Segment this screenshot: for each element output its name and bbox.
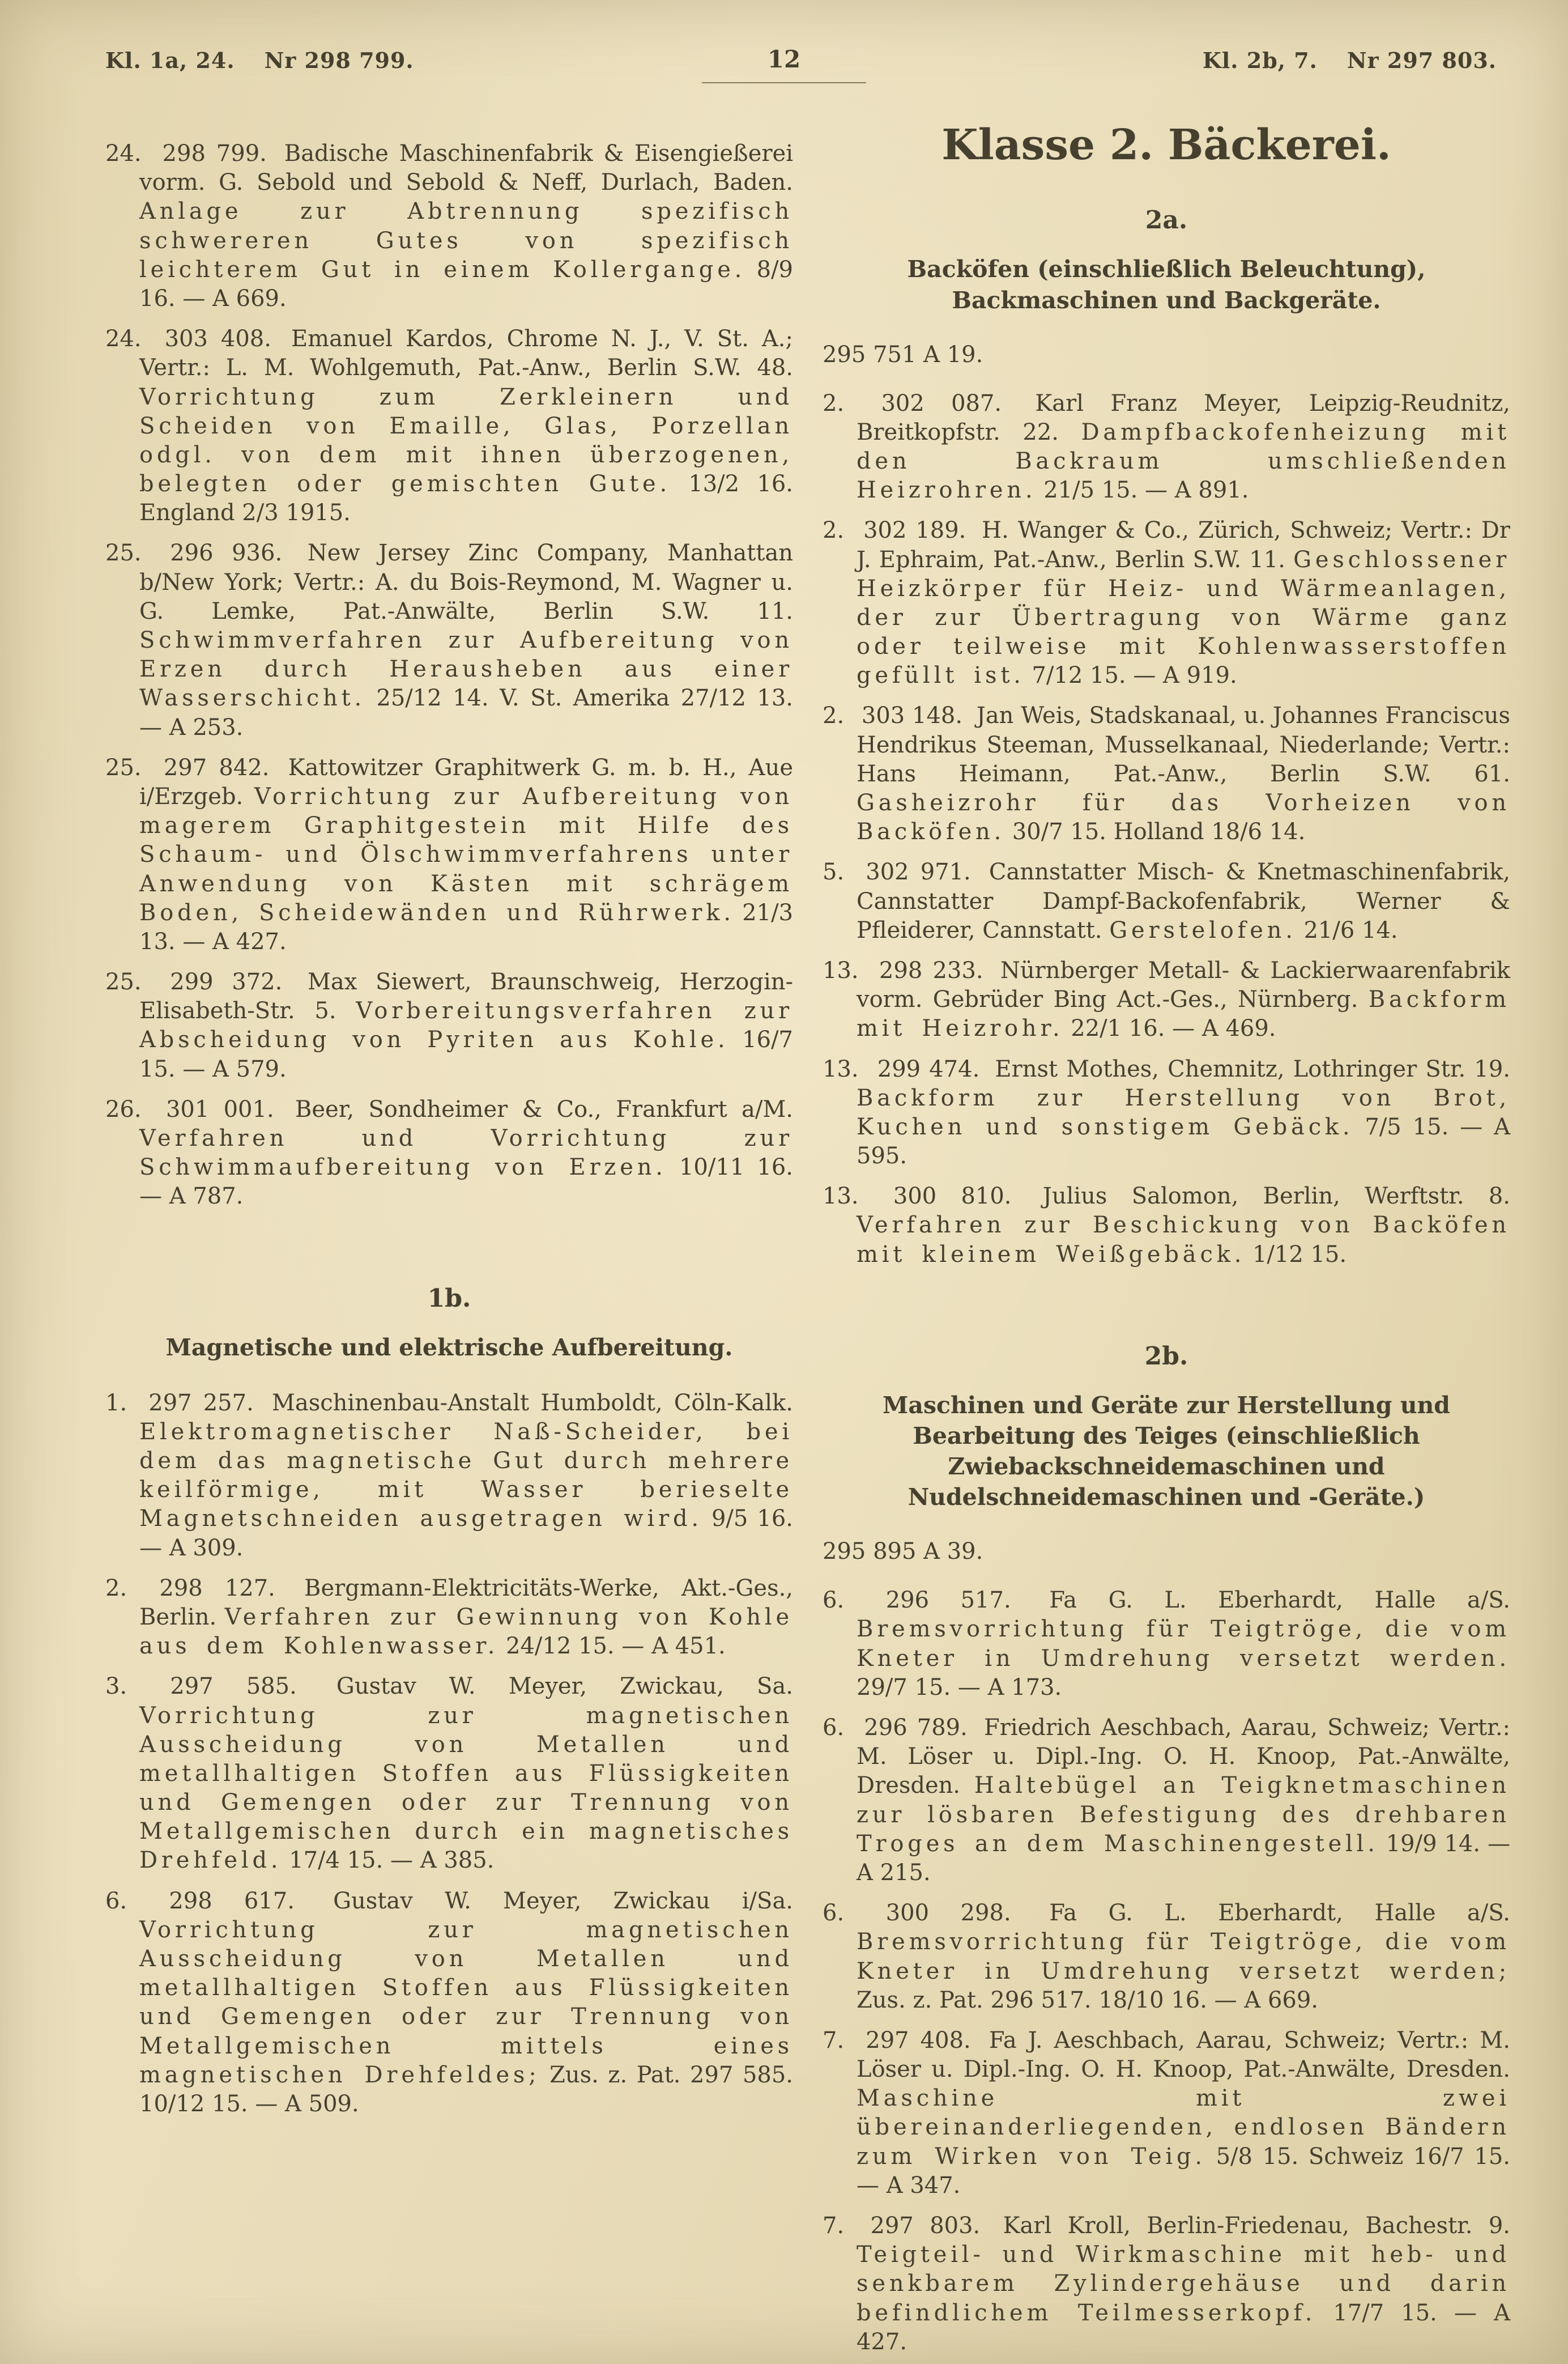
entry-applicant: Friedrich Aeschbach, Aarau, Schweiz; Vertr.: M. Löser u. Dipl.-Ing. O. H. Knoop, Pat.-Anwälte, Dresden. <box>857 1715 1511 1799</box>
entry-applicant: Bergmann-Elektricitäts-Werke, Akt.-Ges., Berlin. <box>139 1575 794 1630</box>
entry-class-number: 7. <box>823 2027 845 2053</box>
entry-class-number: 25. <box>105 969 142 996</box>
entry-applicant: Fa G. L. Eberhardt, Halle a/S. <box>1049 1587 1511 1614</box>
entry-class-number: 5. <box>823 859 845 886</box>
entry-dates: 8/9 16. — A 669. <box>139 256 793 312</box>
header-right-number: Nr 297 803. <box>1347 48 1497 73</box>
entry-dates: 1/12 15. <box>1252 1241 1347 1268</box>
entry-invention-title: Anlage zur Abtrennung spezifisch schwereren Gutes von spezifisch leichterem Gut in einem Kollergange. <box>139 198 793 283</box>
patent-entry <box>823 2026 1510 2200</box>
entry-patent-number: 301 001. <box>165 1096 274 1123</box>
entry-patent-number: 298 617. <box>169 1887 295 1914</box>
patent-entry <box>105 1574 793 1661</box>
entry-patent-number: 296 789. <box>864 1715 968 1741</box>
entry-patent-number: 302 971. <box>866 859 971 886</box>
patent-entry <box>823 1714 1510 1887</box>
entry-applicant: Ernst Mothes, Chemnitz, Lothringer Str. 19. <box>995 1056 1510 1082</box>
entry-invention-title: Dampfbackofenheizung mit den Backraum umschließenden Heizrohren. <box>857 419 1511 504</box>
entry-dates: 13/2 16. England 2/3 1915. <box>139 471 794 526</box>
entry-dates: Zus. z. Pat. 296 517. 18/10 16. — A 669. <box>857 1987 1319 2013</box>
entry-invention-title: Backform zur Herstellung von Brot, Kuchen und sonstigem Gebäck. <box>857 1085 1510 1140</box>
entry-patent-number: 297 585. <box>170 1673 297 1700</box>
section-1b-title: Magnetische und elektrische Aufbereitung. <box>165 1333 733 1361</box>
entry-applicant: Jan Weis, Stadskanaal, u. Johannes Franciscus Hendrikus Steeman, Musselkanaal, Niederlande; Vertr.: Hans Heimann, Pat.-Anw., Berlin S.W. 61. <box>857 703 1511 787</box>
entry-patent-number: 299 372. <box>170 969 283 996</box>
patent-entry <box>105 968 793 1084</box>
entry-applicant: Max Siewert, Braunschweig, Herzogin-Elisabeth-Str. 5. <box>139 969 794 1024</box>
entry-applicant: H. Wanger & Co., Zürich, Schweiz; Vertr.: Dr J. Ephraim, Pat.-Anw., Berlin S.W. 11. <box>857 517 1511 573</box>
patent-entry <box>823 1182 1510 1269</box>
entry-patent-number: 303 148. <box>861 703 963 729</box>
entry-class-number: 24. <box>105 326 142 352</box>
entry-patent-number: 298 127. <box>159 1575 275 1601</box>
section-2a-number: 2a. <box>1145 206 1188 235</box>
section-2b-reference: 295 895 A 39. <box>823 1538 983 1565</box>
entry-applicant: Julius Salomon, Berlin, Werftstr. 8. <box>1042 1183 1511 1210</box>
section-2a-title: Backöfen (einschließlich Beleuchtung), Backmaschinen und Backgeräte. <box>907 256 1426 314</box>
entry-class-number: 3. <box>105 1673 127 1700</box>
entry-dates: 10/11 16. — A 787. <box>139 1154 793 1210</box>
entry-applicant: Badische Maschinenfabrik & Eisengießerei vorm. G. Sebold und Sebold & Neff, Durlach, Baden. <box>139 141 794 196</box>
patent-entry <box>105 539 793 742</box>
right-column <box>823 122 1510 2364</box>
entry-dates: 21/5 15. — A 891. <box>1043 477 1249 504</box>
entry-class-number: 13. <box>823 1056 859 1082</box>
entry-applicant: Gustav W. Meyer, Zwickau, Sa. <box>336 1673 794 1700</box>
entry-patent-number: 303 408. <box>164 326 271 352</box>
entry-invention-title: Gerstelofen. <box>1109 917 1297 943</box>
entry-invention-title: Verfahren zur Gewinnung von Kohle aus dem Kohlenwasser. <box>139 1604 793 1660</box>
entry-class-number: 7. <box>823 2213 845 2239</box>
page-number: 12 <box>767 45 801 73</box>
entry-class-number: 2. <box>823 517 845 544</box>
entry-dates: 21/3 13. — A 427. <box>139 899 794 955</box>
entry-class-number: 6. <box>823 1587 845 1614</box>
entry-class-number: 25. <box>105 754 142 781</box>
section-2b-title: Maschinen und Geräte zur Herstellung und Bearbeitung des Teiges (einschließlich Zwiebackschneidemaschinen und Nudelschneidemaschinen und -Geräte.) <box>883 1391 1450 1511</box>
entry-applicant: Fa J. Aeschbach, Aarau, Schweiz; Vertr.: M. Löser u. Dipl.-Ing. O. H. Knoop, Pat.-Anwälte, Dresden. <box>857 2027 1511 2083</box>
entry-invention-title: Schwimmverfahren zur Aufbereitung von Erzen durch Herausheben aus einer Wasserschicht. <box>139 627 793 712</box>
entry-invention-title: Haltebügel an Teigknetmaschinen zur lösbaren Befestigung des drehbaren Troges an dem Maschinengestell. <box>857 1772 1510 1857</box>
entry-invention-title: Vorrichtung zur magnetischen Ausscheidung von Metallen und metallhaltigen Stoffen aus Flüssigkeiten und Gemengen oder zur Trennung von Metallgemischen mittels eines magnetischen Drehfeldes; <box>139 1916 793 2088</box>
entry-patent-number: 297 257. <box>148 1389 254 1416</box>
section-2b-number: 2b. <box>1144 1341 1188 1371</box>
entry-dates: 5/8 15. Schweiz 16/7 15. — A 347. <box>857 2143 1510 2199</box>
entry-patent-number: 298 233. <box>879 957 983 984</box>
page-number-rule <box>702 82 866 83</box>
entry-invention-title: Geschlossener Heizkörper für Heiz- und Wärmeanlagen, der zur Übertragung von Wärme ganz oder teilweise mit Kohlenwasserstoffen gefüllt ist. <box>857 546 1510 689</box>
entry-dates: 19/9 14. — A 215. <box>857 1830 1510 1886</box>
entry-patent-number: 302 087. <box>881 390 1002 416</box>
patent-entry <box>823 701 1510 847</box>
header-right-class: Kl. 2b, 7. <box>1202 48 1318 73</box>
patent-entry <box>105 325 793 528</box>
entry-dates: 16/7 15. — A 579. <box>139 1027 793 1082</box>
entries-class-2b <box>823 1586 1510 2357</box>
entry-class-number: 24. <box>105 141 142 167</box>
entry-patent-number: 297 842. <box>163 754 270 781</box>
entry-patent-number: 296 517. <box>885 1587 1011 1614</box>
entry-class-number: 6. <box>105 1887 127 1914</box>
entry-class-number: 1. <box>105 1389 127 1416</box>
entry-applicant: Karl Franz Meyer, Leipzig-Reudnitz, Breitkopfstr. 22. <box>857 390 1510 445</box>
entry-invention-title: Backform mit Heizrohr. <box>857 987 1510 1042</box>
patent-entry <box>823 389 1510 505</box>
entry-applicant: Karl Kroll, Berlin-Friedenau, Bachestr. 9. <box>1003 2213 1511 2239</box>
entry-dates: 25/12 14. V. St. Amerika 27/12 13. — A 253. <box>139 685 793 741</box>
entry-class-number: 6. <box>823 1715 845 1741</box>
entries-class-2a <box>823 389 1510 1269</box>
entry-class-number: 13. <box>823 957 859 984</box>
entry-dates: 17/4 15. — A 385. <box>289 1847 495 1874</box>
entry-invention-title: Verfahren und Vorrichtung zur Schwimmaufbereitung von Erzen. <box>139 1125 793 1181</box>
entry-applicant: Kattowitzer Graphitwerk G. m. b. H., Aue i/Erzgeb. <box>139 754 794 810</box>
entry-invention-title: Vorbereitungsverfahren zur Abscheidung von Pyriten aus Kohle. <box>139 998 793 1053</box>
patent-entry <box>823 1586 1510 1702</box>
header-right <box>1203 48 1497 73</box>
header-left-class: Kl. 1a, 24. <box>105 48 235 73</box>
patent-entry <box>105 1887 793 2119</box>
entry-applicant: New Jersey Zinc Company, Manhattan b/New York; Vertr.: A. du Bois-Reymond, M. Wagner u. G. Lemke, Pat.-Anwälte, Berlin S.W. 11. <box>139 540 793 624</box>
class-2-heading: Klasse 2. Bäckerei. <box>941 121 1391 169</box>
entry-class-number: 25. <box>105 540 142 567</box>
entry-class-number: 6. <box>823 1900 845 1927</box>
entry-class-number: 2. <box>823 703 845 729</box>
patent-entry <box>823 858 1510 945</box>
entry-invention-title: Bremsvorrichtung für Teigtröge, die vom Kneter in Umdrehung versetzt werden. <box>857 1616 1510 1672</box>
patent-entry <box>823 1899 1510 2015</box>
left-column <box>105 139 793 2130</box>
patent-entry <box>105 1389 793 1563</box>
entry-dates: 7/5 15. — A 595. <box>857 1113 1510 1170</box>
patent-entry <box>823 1055 1510 1171</box>
entry-invention-title: Vorrichtung zur magnetischen Ausscheidung von Metallen und metallhaltigen Stoffen aus Flüssigkeiten und Gemengen oder zur Trennung von Metallgemischen durch ein magnetisches Drehfeld. <box>139 1702 793 1874</box>
entry-dates: 29/7 15. — A 173. <box>857 1674 1062 1700</box>
entries-class-1b <box>105 1389 793 2119</box>
entry-invention-title: Gasheizrohr für das Vorheizen von Backöfen. <box>857 790 1510 845</box>
section-2a-reference: 295 751 A 19. <box>823 341 983 368</box>
entry-patent-number: 297 803. <box>870 2213 981 2239</box>
entry-dates: 22/1 16. — A 469. <box>1071 1015 1276 1042</box>
patent-entry <box>823 956 1510 1044</box>
entry-patent-number: 296 936. <box>170 540 283 567</box>
header-left-number: Nr 298 799. <box>264 48 414 73</box>
patent-entry <box>823 516 1510 690</box>
entry-dates: 7/12 15. — A 919. <box>1032 662 1237 689</box>
entry-applicant: Gustav W. Meyer, Zwickau i/Sa. <box>333 1887 794 1914</box>
section-1b-number: 1b. <box>427 1283 471 1313</box>
entry-class-number: 26. <box>105 1096 142 1123</box>
entry-patent-number: 299 474. <box>877 1056 980 1082</box>
entry-applicant: Fa G. L. Eberhardt, Halle a/S. <box>1049 1900 1511 1927</box>
entry-patent-number: 297 408. <box>866 2027 971 2053</box>
entry-dates: Zus. z. Pat. 297 585. 10/12 15. — A 509. <box>139 2061 793 2117</box>
entry-invention-title: Maschine mit zwei übereinanderliegenden, endlosen Bändern zum Wirken von Teig. <box>857 2085 1510 2170</box>
entry-dates: 9/5 16. — A 309. <box>139 1506 793 1561</box>
entry-invention-title: Vorrichtung zum Zerkleinern und Scheiden von Emaille, Glas, Porzellan odgl. von dem mit ihnen überzogenen, belegten oder gemischten Gute. <box>139 384 793 498</box>
entry-applicant: Emanuel Kardos, Chrome N. J., V. St. A.; Vertr.: L. M. Wohlgemuth, Pat.-Anw., Berlin S.W. 48. <box>139 326 793 381</box>
entry-applicant: Cannstatter Misch- & Knetmaschinenfabrik, Cannstatter Dampf-Backofenfabrik, Werner & Pfleiderer, Cannstatt. <box>857 859 1511 943</box>
patent-entry <box>105 1095 793 1211</box>
entry-patent-number: 300 298. <box>885 1900 1011 1927</box>
entry-patent-number: 298 799. <box>162 141 267 167</box>
entry-invention-title: Elektromagnetischer Naß-Scheider, bei dem das magnetische Gut durch mehrere keilförmige, mit Wasser berieselte Magnetschneiden ausgetragen wird. <box>139 1418 793 1532</box>
entry-class-number: 2. <box>823 390 845 416</box>
entry-dates: 21/6 14. <box>1303 917 1398 943</box>
patent-entry <box>105 1672 793 1875</box>
entries-class-1a <box>105 139 793 1211</box>
entry-dates: 17/7 15. — A 427. <box>857 2299 1511 2355</box>
entry-class-number: 2. <box>105 1575 127 1601</box>
entry-class-number: 13. <box>823 1183 859 1210</box>
entry-invention-title: Verfahren zur Beschickung von Backöfen mit kleinem Weißgebäck. <box>857 1212 1510 1268</box>
entry-invention-title: Bremsvorrichtung für Teigtröge, die vom Kneter in Umdrehung versetzt werden; <box>857 1929 1510 1984</box>
entry-dates: 30/7 15. Holland 18/6 14. <box>1012 819 1306 845</box>
entry-invention-title: Teigteil- und Wirkmaschine mit heb- und senkbarem Zylindergehäuse und darin befindlichem Teilmesserkopf. <box>857 2242 1510 2326</box>
entry-patent-number: 300 810. <box>893 1183 1012 1210</box>
entry-dates: 24/12 15. — A 451. <box>506 1633 726 1660</box>
entry-applicant: Beer, Sondheimer & Co., Frankfurt a/M. <box>295 1096 793 1123</box>
patent-entry <box>105 754 793 956</box>
patent-entry <box>823 2212 1510 2357</box>
entry-applicant: Nürnberger Metall- & Lackierwaarenfabrik vorm. Gebrüder Bing Act.-Ges., Nürnberg. <box>857 957 1511 1013</box>
entry-invention-title: Vorrichtung zur Aufbereitung von magerem Graphitgestein mit Hilfe des Schaum- und Ölschwimmverfahrens unter Anwendung von Kästen mit schrägem Boden, Scheidewänden und Rührwerk. <box>139 783 793 926</box>
entry-applicant: Maschinenbau-Anstalt Humboldt, Cöln-Kalk. <box>271 1389 794 1416</box>
entry-patent-number: 302 189. <box>863 517 966 544</box>
patent-entry <box>105 139 793 313</box>
